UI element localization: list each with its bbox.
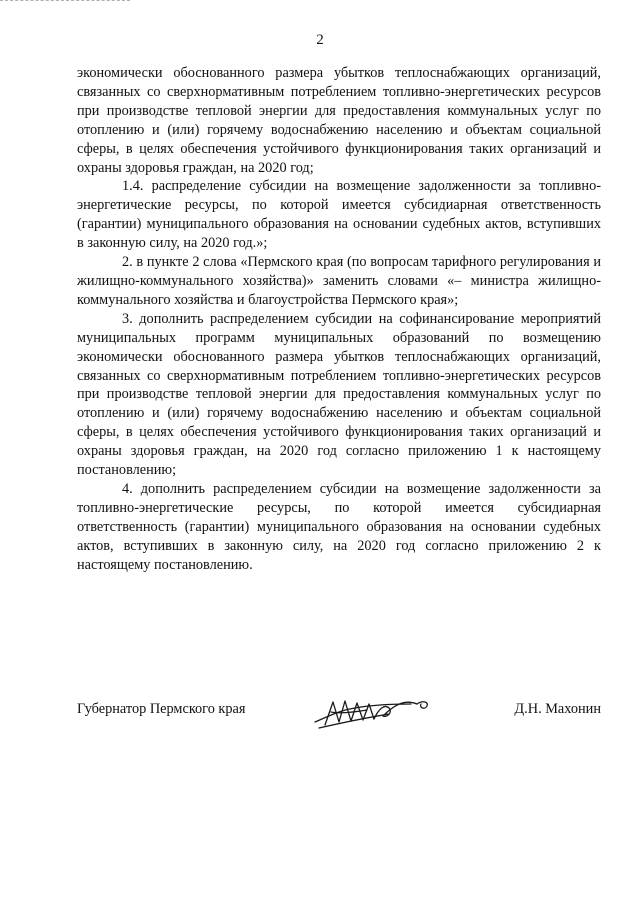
paragraph-2: 2. в пункте 2 слова «Пермского края (по вопросам тарифного регулирования и жилищно-коммунального хозяйства)» заменить словами «– министра жилищно-коммунального хозяйства и благоустройства Пермского края»; — [77, 254, 601, 308]
paragraph-1-4: 1.4. распределение субсидии на возмещение задолженности за топливно-энергетические ресурсы, по которой имеется субсидиарная ответственность (гарантии) муниципального образования на основании судебных актов, вступивших в законную силу, на 2020 год.»; — [77, 178, 601, 252]
document-body — [77, 64, 601, 574]
handwritten-signature — [311, 692, 435, 732]
signatory-title: Губернатор Пермского края — [77, 701, 246, 717]
scan-edge-mark — [0, 0, 130, 4]
paragraph-continuation: экономически обоснованного размера убытков теплоснабжающих организаций, связанных со сверхнормативным потреблением топливно-энергетических ресурсов при производстве тепловой энергии для предоставления коммунальных услуг по отоплению и (или) горячему водоснабжению населению и объектам социальной сферы, в целях обеспечения устойчивого функционирования таких организаций и охраны здоровья граждан, на 2020 год; — [77, 65, 601, 176]
signature-block — [77, 692, 601, 732]
paragraph-4: 4. дополнить распределением субсидии на возмещение задолженности за топливно-энергетические ресурсы, по которой имеется субсидиарная ответственность (гарантии) муниципального образования на основании судебных актов, вступивших в законную силу, на 2020 год согласно приложению 2 к настоящему постановлению. — [77, 480, 601, 573]
signatory-name: Д.Н. Махонин — [514, 701, 601, 717]
page-number: 2 — [316, 32, 324, 48]
paragraph-3: 3. дополнить распределением субсидии на софинансирование мероприятий муниципальных программ муниципальных образований по возмещению экономически обоснованного размера убытков теплоснабжающих организаций, связанных со сверхнормативным потреблением топливно-энергетических ресурсов при производстве тепловой энергии для предоставления коммунальных услуг по отоплению и (или) горячему водоснабжению населению и объектам социальной сферы, в целях обеспечения устойчивого функционирования таких организаций и охраны здоровья граждан, на 2020 год согласно приложению 1 к настоящему постановлению; — [77, 310, 601, 479]
